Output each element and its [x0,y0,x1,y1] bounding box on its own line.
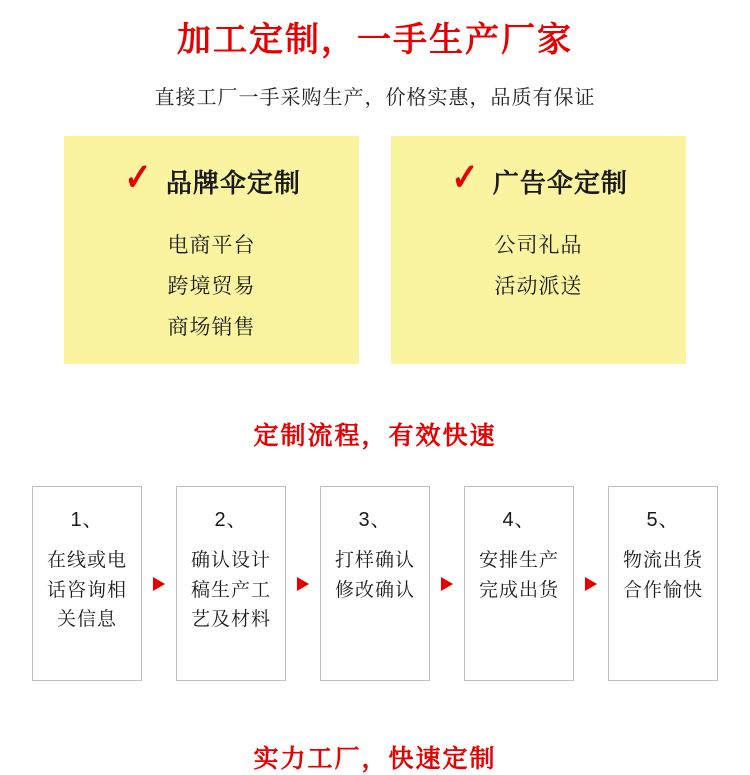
check-mark-icon: ✓ [451,157,479,200]
flow-step-3 [320,486,430,681]
footer-title: 实力工厂，快速定制 [253,745,497,774]
step-number: 3、 [358,509,392,532]
step-text: 确认设计稿生产工艺及材料 [190,550,271,631]
list-item: 活动派送 [494,275,583,299]
flow-arrow-icon [142,486,176,681]
flow-arrow-icon [430,486,464,681]
card-title-row [391,157,686,200]
step-text: 物流出货合作愉快 [622,550,703,601]
page-title: 加工定制，一手生产厂家 [177,21,573,59]
step-number: 4、 [502,509,536,532]
service-card-advertising-umbrella [391,136,686,364]
flow-steps [0,486,750,681]
flow-arrow-icon [574,486,608,681]
flow-step-4 [464,486,574,681]
flow-step-5 [608,486,718,681]
flow-section-title: 定制流程，有效快速 [253,422,497,451]
list-item: 电商平台 [167,234,256,258]
card-list [64,226,359,349]
step-number: 2、 [214,509,248,532]
flow-step-1 [32,486,142,681]
step-number: 1、 [70,509,104,532]
service-card-brand-umbrella [64,136,359,364]
check-mark-icon: ✓ [124,157,152,200]
list-item: 跨境贸易 [167,275,256,299]
step-text: 打样确认修改确认 [334,550,415,601]
flow-step-2 [176,486,286,681]
card-title-row [64,157,359,200]
step-text: 安排生产完成出货 [478,550,559,601]
list-item: 商场销售 [167,316,256,340]
card-title: 品牌伞定制 [165,167,301,198]
page-subtitle: 直接工厂一手采购生产，价格实惠，品质有保证 [154,87,596,110]
card-title: 广告伞定制 [492,167,628,198]
step-text: 在线或电话咨询相关信息 [46,550,127,631]
flow-arrow-icon [286,486,320,681]
card-list [391,226,686,308]
list-item: 公司礼品 [494,234,583,258]
service-cards [0,136,750,364]
step-number: 5、 [646,509,680,532]
